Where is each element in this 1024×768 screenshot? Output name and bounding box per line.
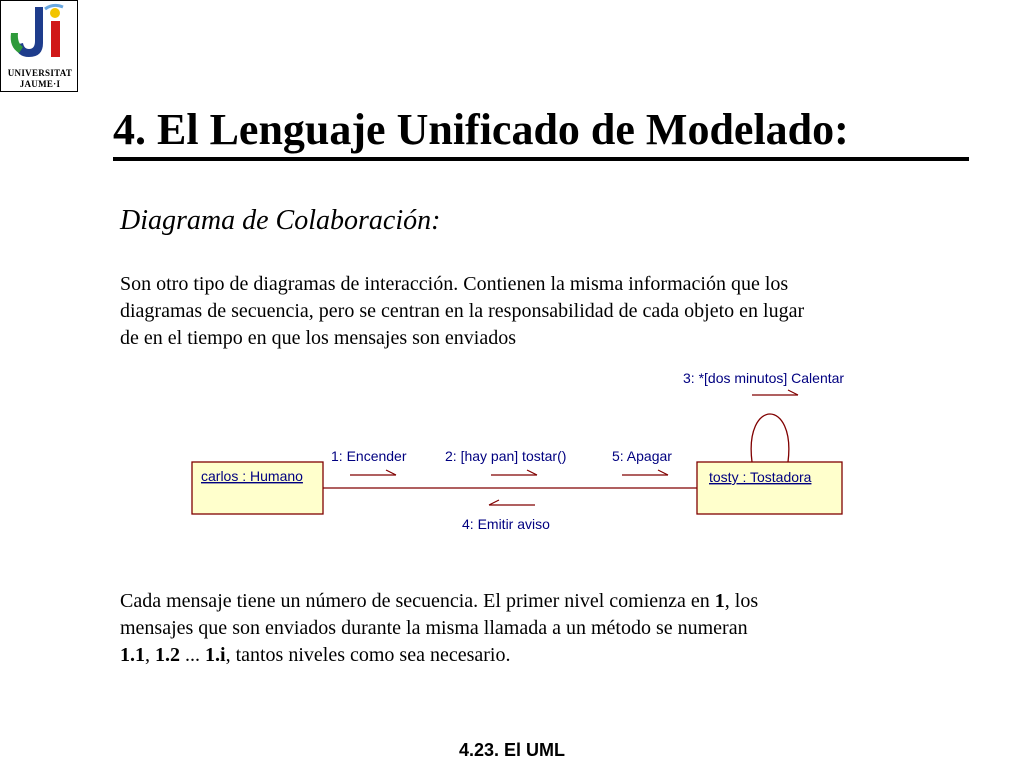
message-arrow-2 (491, 470, 537, 475)
slide-title: 4. El Lenguaje Unificado de Modelado: (113, 105, 849, 154)
closing-sep-2: ... (180, 644, 205, 666)
closing-line-2: mensajes que son enviados durante la misma llamada a un método se numeran (120, 617, 748, 639)
closing-num-1-1: 1.1 (120, 644, 145, 666)
closing-line-1-text: Cada mensaje tiene un número de secuencia. El primer nivel comienza en (120, 590, 715, 612)
intro-line-2: diagramas de secuencia, pero se centran en la responsabilidad de cada objeto en lugar (120, 300, 805, 322)
message-label-2: 2: [hay pan] tostar() (445, 448, 567, 464)
message-label-5: 5: Apagar (612, 448, 672, 464)
message-arrow-5 (622, 470, 668, 475)
closing-line-3-tail: , tantos niveles como sea necesario. (225, 644, 511, 666)
intro-line-1: Son otro tipo de diagramas de interacción. Contienen la misma información que los (120, 273, 789, 295)
object-label-carlos: carlos : Humano (201, 468, 303, 484)
message-label-3: 3: *[dos minutos] Calentar (683, 370, 845, 386)
message-label-1: 1: Encender (331, 448, 407, 464)
logo-text-line1: UNIVERSITAT (7, 68, 73, 78)
self-link-loop (751, 414, 789, 462)
closing-line-1 (120, 590, 758, 612)
object-label-tosty: tosty : Tostadora (709, 469, 812, 485)
slide-subtitle: Diagrama de Colaboración: (120, 205, 441, 236)
closing-line-3 (120, 644, 510, 666)
closing-paragraph (120, 588, 758, 669)
intro-line-3: de en el tiempo en que los mensajes son enviados (120, 327, 517, 349)
logo-text-line2: JAUME·I (19, 79, 61, 89)
closing-sep-1: , (145, 644, 155, 666)
message-arrow-3 (752, 390, 798, 395)
message-label-4: 4: Emitir aviso (462, 516, 550, 532)
message-arrow-1 (350, 470, 396, 475)
message-arrow-4 (489, 500, 535, 505)
closing-line-1-tail: , los (724, 590, 759, 612)
closing-line-1-bold: 1 (714, 590, 725, 612)
slide-footer: 4.23. El UML (458, 740, 566, 760)
closing-num-1-2: 1.2 (155, 644, 180, 666)
closing-num-1-i: 1.i (205, 644, 226, 666)
